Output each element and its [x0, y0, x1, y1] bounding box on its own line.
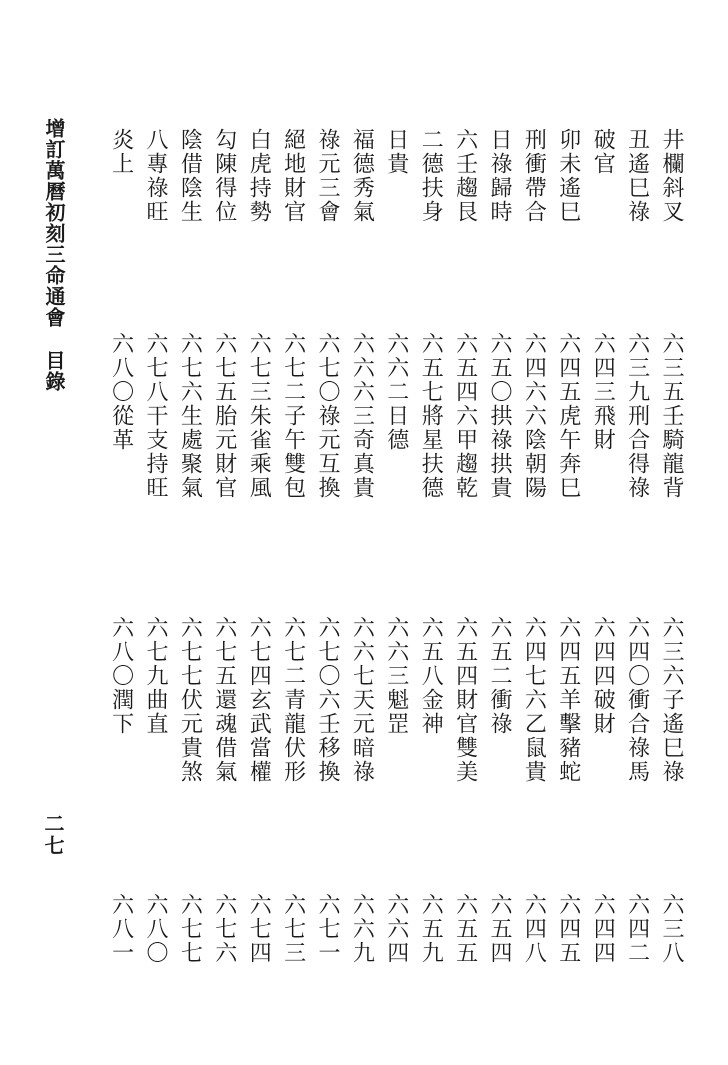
entry-page-number: 六七八: [143, 332, 168, 404]
entry-name: 卯未遙巳: [555, 128, 581, 224]
entry-page-number: 六三五: [659, 332, 684, 404]
entry-name: 刑衝帶合: [521, 128, 547, 224]
entry-name: 勾陳得位: [211, 128, 237, 224]
entry-page-number: 六六九: [349, 893, 375, 965]
entry-page-number: 六六二: [383, 332, 409, 404]
entry-page-number: 六七九: [143, 616, 168, 688]
entry-page-number: 六八〇: [143, 893, 168, 965]
entry-name: 刑合得祿: [624, 404, 650, 500]
entry-name: 玄武當權: [246, 688, 272, 784]
entry-name: 羊擊豬蛇: [555, 688, 581, 784]
entry-name: 飛財: [590, 404, 616, 452]
entry-name: 拱祿拱貴: [487, 404, 512, 500]
entry-page-number: 六四五: [555, 893, 581, 965]
entry-name: 子遙巳祿: [659, 688, 684, 784]
entry-page-number: 六四四: [590, 616, 616, 688]
entry-page-number: 六五四: [452, 332, 478, 404]
entry-page-number: 六七四: [246, 893, 272, 965]
entry-name: 二德扶身: [418, 128, 444, 224]
running-header: [42, 118, 66, 392]
entry-page-number: 六七六: [177, 332, 203, 404]
entry-page-number: 六五四: [452, 616, 478, 688]
entry-page-number: 六七四: [246, 616, 272, 688]
entry-page-number: 六七〇: [315, 616, 340, 688]
entry-page-number: 六五九: [418, 893, 444, 965]
entry-page-number: 六四四: [590, 893, 616, 965]
entry-name: 曲直: [143, 688, 168, 736]
entry-name: 將星扶德: [418, 404, 444, 500]
entry-name: 還魂借氣: [211, 688, 237, 784]
section-title: 目錄: [42, 350, 66, 392]
entry-page-number: 六四〇: [624, 616, 650, 688]
entry-name: 祿元互換: [315, 404, 340, 500]
page-number: 二七: [41, 813, 65, 857]
entry-name: 丑遙巳祿: [624, 128, 650, 224]
entry-page-number: 六七七: [177, 893, 203, 965]
entry-name: 破財: [590, 688, 616, 736]
entry-name: 胎元財官: [211, 404, 237, 500]
entry-name: 伏元貴煞: [177, 688, 203, 784]
entry-page-number: 六七五: [211, 332, 237, 404]
entry-page-number: 六三九: [624, 332, 650, 404]
entry-name: 財官雙美: [452, 688, 478, 784]
entry-page-number: 六五二: [487, 616, 512, 688]
entry-page-number: 六七三: [246, 332, 272, 404]
entry-page-number: 六七六: [211, 893, 237, 965]
entry-name: 日祿歸時: [487, 128, 512, 224]
entry-name: 從革: [108, 404, 134, 452]
entry-name: 六甲趨乾: [452, 404, 478, 500]
book-title: 增訂萬曆初刻三命通會: [42, 118, 66, 328]
entry-page-number: 六四五: [555, 616, 581, 688]
entry-name: 六壬趨艮: [452, 128, 478, 224]
entry-name: 福德秀氣: [349, 128, 375, 224]
entry-page-number: 六四六: [521, 332, 547, 404]
entry-page-number: 六七一: [315, 893, 340, 965]
entry-name: 日貴: [383, 128, 409, 176]
entry-page-number: 六六六: [349, 332, 375, 404]
entry-page-number: 六七二: [280, 616, 306, 688]
entry-page-number: 六五〇: [487, 332, 512, 404]
entry-name: 潤下: [108, 688, 134, 736]
entry-name: 白虎持勢: [246, 128, 272, 224]
entry-page-number: 六五五: [452, 893, 478, 965]
entry-page-number: 六七七: [177, 616, 203, 688]
entry-page-number: 六八〇: [108, 332, 134, 404]
entry-name: 六壬移換: [315, 688, 340, 784]
entry-name: 六乙鼠貴: [521, 688, 547, 784]
entry-name: 陰借陰生: [177, 128, 203, 224]
entry-page-number: 六七五: [211, 616, 237, 688]
entry-page-number: 六四七: [521, 616, 547, 688]
entry-name: 衝合祿馬: [624, 688, 650, 784]
entry-page-number: 六四八: [521, 893, 547, 965]
entry-name: 祿元三會: [315, 128, 340, 224]
entry-name: 青龍伏形: [280, 688, 306, 784]
entry-name: 衝祿: [487, 688, 512, 736]
entry-name: 虎午奔巳: [555, 404, 581, 500]
entry-page-number: 六四二: [624, 893, 650, 965]
entry-page-number: 六四五: [555, 332, 581, 404]
entry-page-number: 六三六: [659, 616, 684, 688]
entry-page-number: 六六四: [383, 893, 409, 965]
entry-name: 生處聚氣: [177, 404, 203, 500]
entry-name: 魁罡: [383, 688, 409, 736]
entry-name: 日德: [383, 404, 409, 452]
entry-page-number: 六八一: [108, 893, 134, 965]
entry-name: 干支持旺: [143, 404, 168, 500]
entry-page-number: 六七三: [280, 893, 306, 965]
entry-page-number: 六四三: [590, 332, 616, 404]
entry-page-number: 六六七: [349, 616, 375, 688]
entry-name: 三奇真貴: [349, 404, 375, 500]
entry-name: 金神: [418, 688, 444, 736]
entry-page-number: 六五四: [487, 893, 512, 965]
entry-page-number: 六七〇: [315, 332, 340, 404]
entry-page-number: 六六三: [383, 616, 409, 688]
entry-page-number: 六八〇: [108, 616, 134, 688]
entry-name: 朱雀乘風: [246, 404, 272, 500]
entry-name: 炎上: [108, 128, 134, 176]
entry-name: 井欄斜叉: [659, 128, 684, 224]
entry-name: 破官: [590, 128, 616, 176]
entry-name: 六陰朝陽: [521, 404, 547, 500]
entry-page-number: 六七二: [280, 332, 306, 404]
entry-name: 子午雙包: [280, 404, 306, 500]
entry-name: 天元暗祿: [349, 688, 375, 784]
entry-name: 八專祿旺: [143, 128, 168, 224]
entry-name: 壬騎龍背: [659, 404, 684, 500]
entry-page-number: 六五八: [418, 616, 444, 688]
entry-page-number: 六三八: [659, 893, 684, 965]
entry-page-number: 六五七: [418, 332, 444, 404]
entry-name: 絕地財官: [280, 128, 306, 224]
